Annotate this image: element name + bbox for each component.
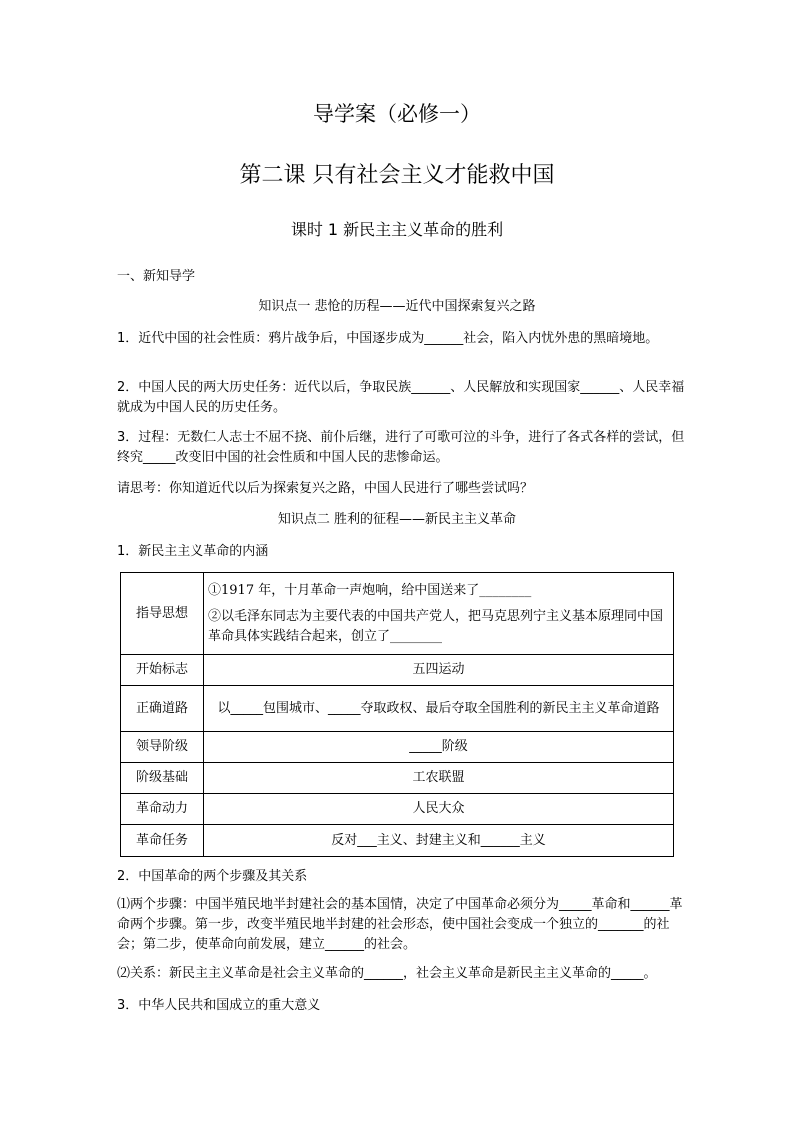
kp1-heading: 知识点一 悲怆的历程——近代中国探索复兴之路 (258, 299, 536, 314)
row-value: 以_____包围城市、_____夺取政权、最后夺取全国胜利的新民主主义革命道路 (204, 686, 674, 732)
table-row (121, 686, 674, 732)
row-value (204, 573, 674, 655)
row-value: 人民大众 (204, 794, 674, 825)
kp1-item-1: 1．近代中国的社会性质：鸦片战争后，中国逐步成为______社会，陷入内忧外患的黑暗境地。 (117, 331, 659, 346)
document-title: 导学案（必修一） (313, 102, 481, 126)
table-row (121, 655, 674, 686)
section-title: 课时 1 新民主主义革命的胜利 (290, 220, 504, 239)
row-key: 革命动力 (121, 794, 204, 825)
kp2-item-2-sub-1: ⑴两个步骤：中国半殖民地半封建社会的基本国情，决定了中国革命必须分为_____革命和______革命两个步骤。第一步，改变半殖民地半封建的社会形态，使中国社会变成一个独立的_______的社会；第二步，使革命向前发展，建立______的社会。 (117, 897, 683, 952)
row-key: 革命任务 (121, 825, 204, 857)
revolution-table (120, 572, 674, 857)
kp2-item-3: 3．中华人民共和国成立的重大意义 (117, 998, 321, 1013)
row-value: 工农联盟 (204, 763, 674, 794)
row-key: 正确道路 (121, 686, 204, 732)
row-key: 开始标志 (121, 655, 204, 686)
kp2-heading: 知识点二 胜利的征程——新民主主义革命 (277, 512, 517, 527)
row-key: 领导阶级 (121, 732, 204, 763)
kp1-item-3: 3．过程：无数仁人志士不屈不挠、前仆后继，进行了可歌可泣的斗争，进行了各式各样的尝试，但终究_____改变旧中国的社会性质和中国人民的悲惨命运。 (117, 430, 685, 465)
row-key: 阶级基础 (121, 763, 204, 794)
row-line: ①1917 年，十月革命一声炮响，给中国送来了________ (208, 582, 532, 598)
lesson-title: 第二课 只有社会主义才能救中国 (239, 163, 555, 188)
table-row (121, 825, 674, 857)
row-key: 指导思想 (121, 573, 204, 655)
kp2-item-1: 1．新民主主义革命的内涵 (117, 544, 269, 559)
kp2-item-2-sub-2: ⑵关系：新民主主义革命是社会主义革命的______，社会主义革命是新民主主义革命的_____。 (117, 966, 657, 981)
kp2-item-2: 2．中国革命的两个步骤及其关系 (117, 869, 308, 884)
row-line: ②以毛泽东同志为主要代表的中国共产党人，把马克思列宁主义基本原理同中国革命具体实践结合起来，创立了________ (208, 608, 664, 644)
table-row (121, 732, 674, 763)
think-question: 请思考：你知道近代以后为探索复兴之路，中国人民进行了哪些尝试吗？ (117, 481, 534, 496)
row-value: 五四运动 (204, 655, 674, 686)
kp1-item-2: 2．中国人民的两大历史任务：近代以后，争取民族______、人民解放和实现国家______、人民幸福就成为中国人民的历史任务。 (117, 380, 685, 415)
part-heading: 一、新知导学 (117, 269, 196, 284)
table-row (121, 794, 674, 825)
row-value: 反对___主义、封建主义和______主义 (204, 825, 674, 857)
table-row (121, 573, 674, 655)
row-value: _____阶级 (204, 732, 674, 763)
table-row (121, 763, 674, 794)
